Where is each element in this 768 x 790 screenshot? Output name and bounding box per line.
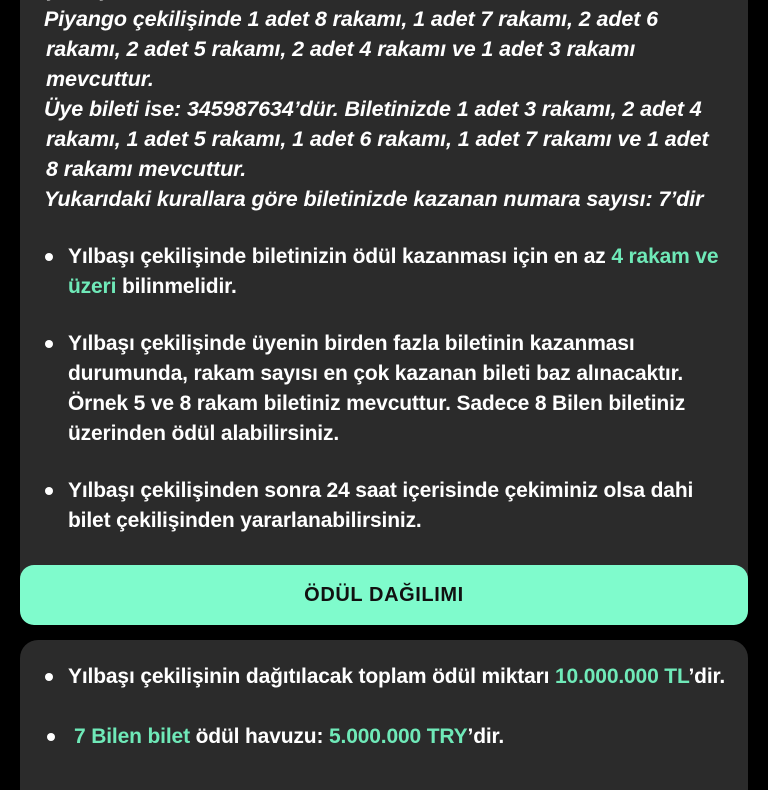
rule-bullet-withdrawal-24h — [42, 476, 726, 536]
rule-bullet-multiple-tickets — [42, 329, 726, 449]
prize-highlight-tier: 7 Bilen bilet — [74, 725, 190, 748]
rule-text-part-1: Yılbaşı çekilişinde biletinizin ödül kazanması için en az — [68, 245, 612, 268]
example-line-1: Piyango çekilişinde 1 adet 8 rakamı, 1 adet 7 rakamı, 2 adet 6 rakamı, 2 adet 5 rakamı, 2 adet 4 rakamı ve 1 adet 3 rakamı mevcuttur. — [44, 7, 659, 91]
example-line-2: Üye bileti ise: 345987634’dür. Biletinizde 1 adet 3 rakamı, 2 adet 4 rakamı, 1 adet 5 rakamı, 1 adet 6 rakamı, 1 adet 7 rakamı ve 1 adet 8 rakamı mevcuttur. — [44, 97, 709, 181]
prize-bullet-total-pool — [42, 662, 726, 692]
example-text-block — [42, 0, 726, 214]
rules-bullet-list — [42, 242, 726, 593]
bullet-dot-icon — [45, 253, 53, 261]
prize-bullet-7-match — [42, 722, 726, 752]
prize-text-part-3: ’dir. — [467, 725, 505, 748]
rule-text-part-1: Yılbaşı çekilişinde üyenin birden fazla biletinin kazanması durumunda, rakam sayısı en çok kazanan bileti baz alınacaktır. Örnek 5 ve 8 rakam biletiniz mevcuttur. Sadece 8 Bilen biletiniz üzerinden ödül alabilirsiniz. — [68, 332, 686, 445]
prize-highlight-amount: 10.000.000 TL — [555, 665, 689, 688]
rules-card — [20, 0, 748, 611]
bullet-dot-icon — [45, 487, 53, 495]
rule-text-part-2: bilinmelidir. — [116, 275, 237, 298]
prize-text-part-2: ödül havuzu: — [189, 725, 329, 748]
example-line-3: Yukarıdaki kurallara göre biletinizde kazanan numara sayısı: 7’dir — [44, 187, 704, 211]
banner-label: ÖDÜL DAĞILIMI — [304, 583, 464, 606]
prize-text-part-1: Yılbaşı çekilişinin dağıtılacak toplam ödül miktarı — [68, 665, 556, 688]
rule-text-part-1: Yılbaşı çekilişinden sonra 24 saat içerisinde çekiminiz olsa dahi bilet çekilişinden yararlanabilirsiniz. — [68, 479, 694, 532]
bullet-dot-icon — [47, 733, 55, 741]
prize-distribution-banner[interactable] — [20, 565, 748, 625]
rule-bullet-minimum-digits — [42, 242, 726, 302]
rule-highlight: 4 rakam ve üzeri — [68, 245, 719, 298]
prize-highlight-amount: 5.000.000 TRY — [328, 725, 468, 748]
bullet-dot-icon — [45, 340, 53, 348]
prizes-bullet-list — [42, 662, 726, 752]
prizes-card — [20, 640, 748, 790]
prize-text-part-2: ’dir. — [688, 665, 726, 688]
bullet-dot-icon — [45, 673, 53, 681]
